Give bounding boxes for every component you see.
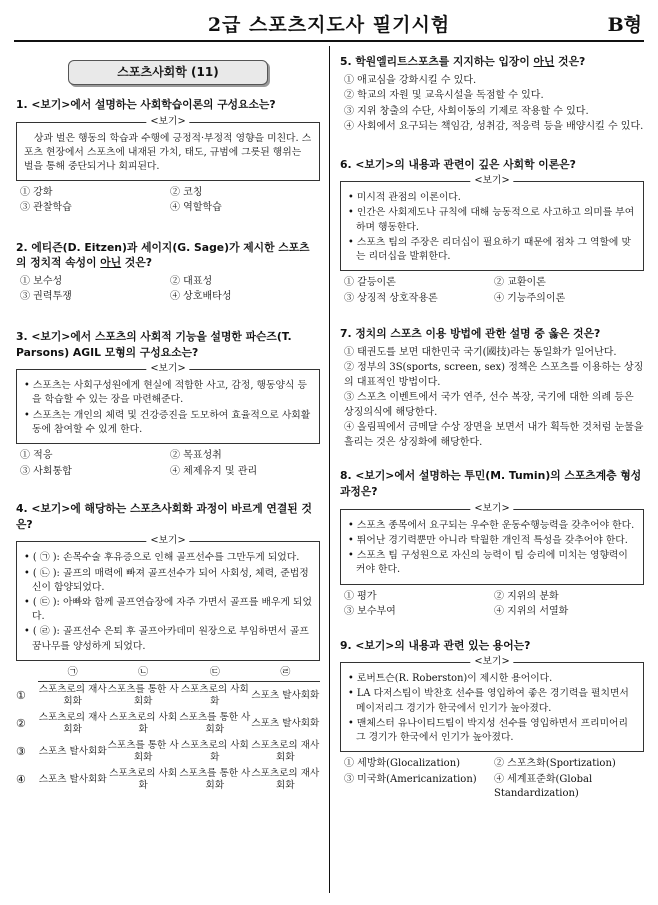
table-cell: 스포츠로의 재사회화 bbox=[38, 684, 107, 708]
column-divider bbox=[329, 46, 330, 893]
option-2[interactable]: ② 대표성 bbox=[170, 275, 213, 287]
question-3 bbox=[16, 329, 320, 479]
row-number: ④ bbox=[16, 773, 26, 787]
option-2[interactable]: ② 스포츠화(Sportization) bbox=[494, 758, 616, 770]
row-number: ① bbox=[16, 689, 26, 703]
table-header: ㉣ bbox=[251, 666, 320, 682]
question-1-example-box bbox=[16, 116, 320, 181]
question-2-options bbox=[20, 275, 320, 305]
example-box-label: <보기> bbox=[146, 362, 189, 376]
example-item: • 스포츠 팀의 주장은 리더십이 필요하기 때문에 점차 그 역할에 맞는 리더십을 발휘한다. bbox=[348, 236, 631, 263]
question-8-stem: 8. <보기>에서 설명하는 투민(M. Tumin)의 스포츠계층 형성 과정은? bbox=[340, 469, 642, 499]
question-8-example-box bbox=[340, 502, 644, 585]
option-1[interactable]: ① 태권도를 보면 대한민국 국기(國技)라는 동일화가 일어난다. bbox=[344, 346, 617, 358]
question-8 bbox=[340, 468, 644, 619]
option-3[interactable]: ③ 보수부여 bbox=[344, 606, 396, 618]
question-4 bbox=[16, 501, 320, 794]
table-cell: 스포츠로의 사회화 bbox=[180, 684, 249, 708]
table-cell: 스포츠를 통한 사회화 bbox=[179, 768, 251, 792]
table-cell: 스포츠를 통한 사회화 bbox=[179, 712, 251, 736]
table-row[interactable] bbox=[16, 682, 320, 710]
row-number: ③ bbox=[16, 745, 26, 759]
option-1[interactable]: ① 보수성 bbox=[20, 275, 63, 287]
option-3[interactable]: ③ 상징적 상호작용론 bbox=[344, 292, 438, 304]
question-3-stem: 3. <보기>에서 스포츠의 사회적 기능을 설명한 파슨즈(T. Parsons) AGIL 모형의 구성요소는? bbox=[16, 329, 292, 359]
option-4[interactable]: ④ 올림픽에서 금메달 수상 장면을 보면서 내가 획득한 것처럼 눈물을 흘리는 것은 상징화에 해당한다. bbox=[344, 422, 644, 448]
table-cell: 스포츠 탈사회화 bbox=[251, 690, 320, 702]
table-header: ㉡ bbox=[107, 666, 179, 682]
stem-text-a: 5. 학원엘리트스포츠를 지지하는 입장이 bbox=[340, 55, 534, 68]
question-7-stem: 7. 정치의 스포츠 이용 방법에 관한 설명 중 옳은 것은? bbox=[340, 327, 601, 341]
example-box-label: <보기> bbox=[146, 115, 189, 129]
question-9 bbox=[340, 638, 644, 802]
table-cell: 스포츠 탈사회화 bbox=[251, 718, 320, 730]
example-item: • 뛰어난 경기력뿐만 아니라 탁월한 개인적 특성을 갖추어야 한다. bbox=[348, 534, 628, 546]
option-4[interactable]: ④ 체제유지 및 관리 bbox=[170, 465, 258, 477]
stem-text-b: 것은? bbox=[121, 256, 153, 270]
example-box-label: <보기> bbox=[470, 502, 513, 516]
table-cell: 스포츠로의 사회화 bbox=[109, 712, 178, 736]
table-cell: 스포츠로의 재사회화 bbox=[38, 712, 107, 736]
option-4[interactable]: ④ 상호배타성 bbox=[170, 291, 232, 303]
example-item: • 스포츠는 사회구성원에게 현실에 적합한 사고, 감정, 행동양식 등을 학습할 수 있는 장을 마련해준다. bbox=[24, 380, 307, 406]
option-2[interactable]: ② 정부의 3S(sports, screen, sex) 정책은 스포츠를 이용하는 상징의 대표적인 방법이다. bbox=[344, 362, 644, 388]
table-cell: 스포츠로의 사회화 bbox=[180, 740, 249, 764]
question-8-options bbox=[344, 590, 644, 620]
question-7-options bbox=[344, 346, 644, 451]
question-1-stem: 1. <보기>에서 설명하는 사회학습이론의 구성요소는? bbox=[16, 98, 276, 112]
example-item: • LA 다저스팀이 박찬호 선수를 영입하여 좋은 경기력을 펼치면서 메이저리그 경기가 한국에서 인기가 높아졌다. bbox=[348, 688, 629, 714]
example-item: • 미시적 관점의 이론이다. bbox=[348, 192, 461, 204]
option-3[interactable]: ③ 지위 창출의 수단, 사회이동의 기제로 작용할 수 있다. bbox=[344, 105, 589, 117]
option-4[interactable]: ④ 역할학습 bbox=[170, 202, 222, 214]
table-cell: 스포츠로의 사회화 bbox=[109, 768, 178, 792]
option-3[interactable]: ③ 권력투쟁 bbox=[20, 291, 72, 303]
section-title: 스포츠사회학 (11) bbox=[68, 60, 268, 85]
example-item: • 맨체스터 유나이티드팀이 박지성 선수를 영입하면서 프리미어리그 경기가 한국에서 인기가 높아졌다. bbox=[348, 717, 628, 743]
right-column bbox=[340, 54, 644, 812]
question-6 bbox=[340, 157, 644, 307]
option-4[interactable]: ④ 사회에서 요구되는 책임감, 성취감, 적응력 등을 배양시킬 수 있다. bbox=[344, 121, 644, 133]
example-item: • ( ㉣ ): 골프선수 은퇴 후 골프아카데미 원장으로 부임하면서 골프꿈나무를 양성하게 되었다. bbox=[24, 626, 309, 652]
stem-text-a: 2. 에티즌(D. Eitzen)과 세이지(G. Sage)가 제시한 스포츠의 정치적 속성이 bbox=[16, 240, 310, 270]
exam-header bbox=[14, 8, 644, 42]
table-header: ㉢ bbox=[179, 666, 251, 682]
question-4-example-box bbox=[16, 535, 320, 660]
table-row[interactable] bbox=[16, 766, 320, 794]
stem-underlined-word: 아닌 bbox=[100, 256, 122, 270]
example-item: • 스포츠 종목에서 요구되는 우수한 운동수행능력을 갖추어야 한다. bbox=[348, 519, 635, 531]
question-5-options bbox=[344, 74, 644, 135]
question-5-stem bbox=[340, 54, 644, 70]
option-4[interactable]: ④ 지위의 서열화 bbox=[494, 606, 569, 618]
question-5 bbox=[340, 54, 644, 135]
question-3-example-box bbox=[16, 363, 320, 444]
option-2[interactable]: ② 목표성취 bbox=[170, 450, 222, 462]
table-header-row bbox=[16, 666, 320, 682]
table-row[interactable] bbox=[16, 738, 320, 766]
option-3[interactable]: ③ 사회통합 bbox=[20, 465, 72, 477]
option-1[interactable]: ① 적응 bbox=[20, 450, 53, 462]
example-item: • 인간은 사회제도나 규칙에 대해 능동적으로 사고하고 의미를 부여하며 행동한다. bbox=[348, 207, 635, 233]
example-item: • 로버트슨(R. Roberston)이 제시한 용어이다. bbox=[348, 673, 553, 685]
stem-text-b: 것은? bbox=[554, 55, 586, 68]
option-1[interactable]: ① 평가 bbox=[344, 590, 377, 602]
question-9-options bbox=[344, 757, 644, 802]
question-6-options bbox=[344, 276, 644, 306]
question-6-example-box bbox=[340, 175, 644, 271]
example-item: • ( ㉢ ): 아빠와 함께 골프연습장에 자주 가면서 골프를 배우게 되었다. bbox=[24, 596, 312, 623]
question-4-stem: 4. <보기>에 해당하는 스포츠사회화 과정이 바르게 연결된 것은? bbox=[16, 502, 312, 531]
table-header: ㉠ bbox=[38, 666, 107, 682]
option-1[interactable]: ① 강화 bbox=[20, 186, 53, 198]
option-2[interactable]: ② 학교의 자원 및 교육시설을 독점할 수 있다. bbox=[344, 90, 544, 102]
question-1-options bbox=[20, 186, 320, 216]
example-box-label: <보기> bbox=[470, 174, 513, 188]
option-4[interactable]: ④ 세계표준화(Global Standardization) bbox=[494, 773, 593, 800]
exam-form-type: B형 bbox=[607, 14, 642, 36]
example-box-label: <보기> bbox=[470, 655, 513, 669]
table-row[interactable] bbox=[16, 710, 320, 738]
option-4[interactable]: ④ 기능주의이론 bbox=[494, 292, 566, 304]
question-1 bbox=[16, 97, 320, 215]
table-cell: 스포츠 탈사회화 bbox=[38, 774, 107, 786]
option-3[interactable]: ③ 미국화(Americanization) bbox=[344, 773, 477, 785]
option-2[interactable]: ② 지위의 분화 bbox=[494, 590, 559, 602]
option-1[interactable]: ① 세방화(Glocalization) bbox=[344, 758, 461, 770]
question-9-example-box bbox=[340, 656, 644, 752]
table-cell: 스포츠로의 재사회화 bbox=[251, 768, 320, 792]
question-6-stem: 6. <보기>의 내용과 관련이 깊은 사회학 이론은? bbox=[340, 157, 576, 171]
exam-title: 2급 스포츠지도사 필기시험 bbox=[207, 14, 451, 36]
table-cell: 스포츠를 통한 사회화 bbox=[107, 740, 179, 764]
option-2[interactable]: ② 교환이론 bbox=[494, 277, 546, 289]
stem-underlined-word: 아닌 bbox=[533, 55, 555, 68]
table-cell: 스포츠를 통한 사회화 bbox=[107, 684, 179, 708]
example-item: • ( ㉠ ): 손목수술 후유증으로 인해 골프선수를 그만두게 되었다. bbox=[24, 552, 300, 564]
question-2 bbox=[16, 240, 320, 305]
option-1[interactable]: ① 애교심을 강화시킬 수 있다. bbox=[344, 74, 477, 86]
example-box-label: <보기> bbox=[146, 534, 189, 548]
row-number: ② bbox=[16, 717, 26, 731]
example-item: • ( ㉡ ): 골프의 매력에 빠져 골프선수가 되어 사회성, 체력, 준법정신이 함양되었다. bbox=[24, 567, 309, 593]
question-3-options bbox=[20, 449, 320, 479]
table-cell: 스포츠 탈사회화 bbox=[38, 746, 107, 758]
question-9-stem: 9. <보기>의 내용과 관련 있는 용어는? bbox=[340, 638, 531, 652]
option-3[interactable]: ③ 스포츠 이벤트에서 국가 연주, 선수 복장, 국기에 대한 의례 등은 상징의식에 해당한다. bbox=[344, 392, 634, 418]
question-2-stem bbox=[16, 240, 320, 271]
question-4-answer-table bbox=[16, 666, 320, 794]
table-cell: 스포츠로의 재사회화 bbox=[251, 740, 320, 764]
option-1[interactable]: ① 갈등이론 bbox=[344, 277, 396, 289]
question-7 bbox=[340, 326, 644, 450]
option-3[interactable]: ③ 관찰학습 bbox=[20, 202, 72, 214]
example-item: • 스포츠는 개인의 체력 및 건강증진을 도모하여 효율적으로 사회활동에 참여할 수 있게 한다. bbox=[24, 409, 311, 435]
example-item: • 스포츠 팀 구성원으로 자신의 능력이 팀 승리에 미치는 영향력이 커야 한다. bbox=[348, 550, 628, 576]
example-text: 상과 벌은 행동의 학습과 수행에 긍정적·부정적 영향을 미친다. 스포츠 현장에서 스포츠에 내재된 가치, 태도, 규범에 그릇된 행위는 벌을 통해 중단되거나 회피된다. bbox=[24, 133, 312, 173]
option-2[interactable]: ② 코칭 bbox=[170, 186, 203, 198]
left-column bbox=[16, 54, 320, 804]
